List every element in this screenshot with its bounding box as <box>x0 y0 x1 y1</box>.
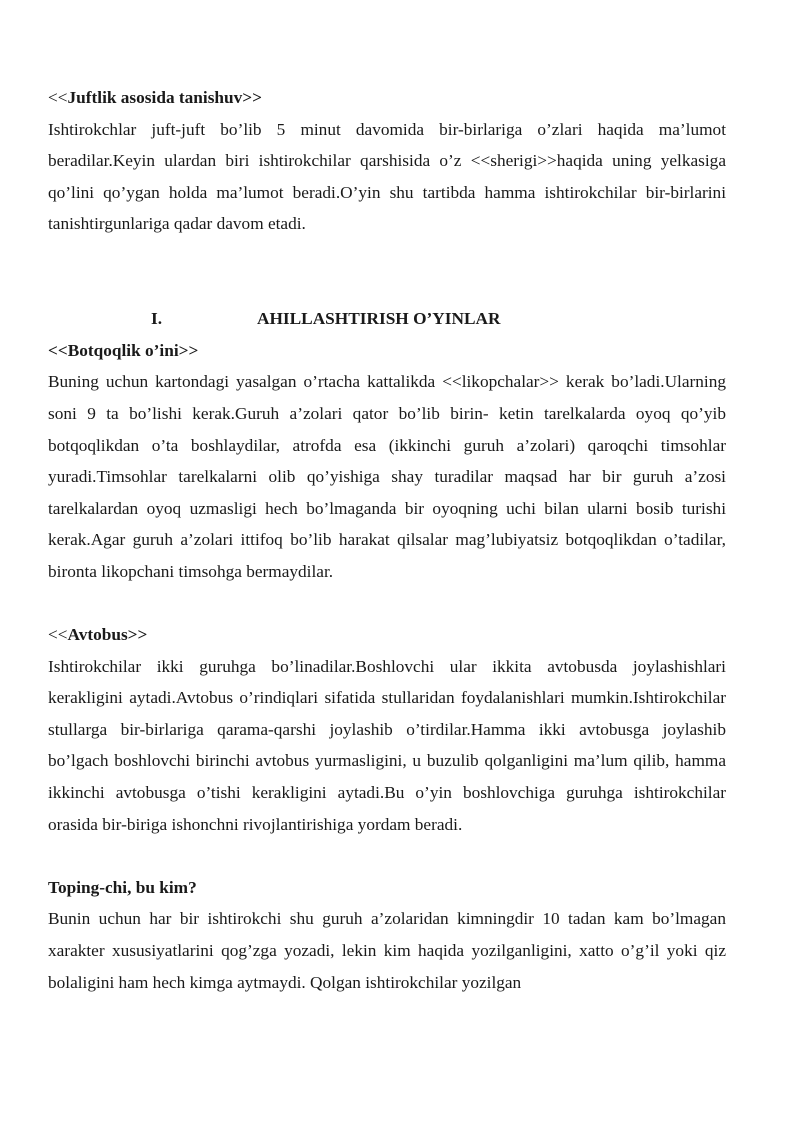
chapter-number: I. <box>151 309 163 329</box>
heading-avtobus <box>48 619 726 651</box>
paragraph-toping-chi: Bunin uchun har bir ishtirokchi shu guruh a’zolaridan kimningdir 10 tadan kam bo’lmagan xarakter xususiyatlarini qog’zga yozadi, lekin kim haqida yozilganligini, xatto o’g’il yoki qiz bolaligini ham hech kimga aytmaydi. Qolgan ishtirokchilar yozilgan <box>48 909 726 992</box>
heading-botqoqlik: <<Botqoqlik o’ini>> <box>48 340 199 360</box>
heading-avtobus-text: Avtobus>> <box>67 625 148 645</box>
paragraph-botqoqlik: Buning uchun kartondagi yasalgan o’rtacha kattalikda <<likopchalar>> kerak bo’ladi.Ularning soni 9 ta bo’lishi kerak.Guruh a’zolari qator bo’lib birin- ketin tarelkalarda oyoq qo’yib botqoqlikdan o’ta boshlaydilar, atrofda esa (ikkinchi guruh a’zolari) qaroqchi timsohlar yuradi.Timsohlar tarelkalarni olib qo’yishiga shay turadilar maqsad har bir guruh a’zosi tarelkalardan oyoq uzmasligi hech bo’lmaganda bir oyoqning uchi bilan ularni bosib turishi kerak.Agar guruh a’zolari ittifoq bo’lib harakat qilsalar mag’lubiyatsiz botqoqlikdan o’tadilar, bironta likopchani timsohga bermaydilar. <box>48 372 726 581</box>
heading-juftlik-open-bracket: << <box>48 88 68 107</box>
document-page <box>48 82 726 998</box>
spacer <box>48 840 726 872</box>
heading-avtobus-open-bracket: << <box>48 625 68 645</box>
chapter-heading <box>48 303 726 335</box>
spacer <box>48 588 726 620</box>
heading-toping-chi: Toping-chi, bu kim? <box>48 877 197 897</box>
chapter-title: AHILLASHTIRISH O’YINLAR <box>257 309 501 329</box>
paragraph-juftlik: Ishtirokchlar juft-juft bo’lib 5 minut davomida bir-birlariga o’zlari haqida ma’lumot beradilar.Keyin ulardan biri ishtirokchilar qarshisida o’z <<sherigi>>haqida uning yelkasiga qo’lini qo’ygan holda ma’lumot beradi.O’yin shu tartibda hamma ishtirokchilar bir-birlarini tanishtirgunlariga qadar davom etadi. <box>48 119 726 234</box>
heading-juftlik <box>48 82 726 114</box>
heading-juftlik-text: Juftlik asosida tanishuv>> <box>67 88 262 107</box>
paragraph-avtobus: Ishtirokchilar ikki guruhga bo’linadilar.Boshlovchi ular ikkita avtobusda joylashishlari kerakligini aytadi.Avtobus o’rindiqlari sifatida stullaridan foydalanishlari mumkin.Ishtirokchilar stullarga bir-birlariga qarama-qarshi joylashib o’tirdilar.Hamma ikki avtobusga joylashib bo’lgach boshlovchi birinchi avtobus yurmasligini, u buzulib qolganligini ma’lum qilib, hamma ikkinchi avtobusga o’tishi kerakligini aytadi.Bu o’yin boshlovchiga guruhga ishtirokchilar orasida bir-biriga ishonchni rivojlantirishiga yordam beradi. <box>48 656 726 834</box>
spacer <box>48 240 726 303</box>
